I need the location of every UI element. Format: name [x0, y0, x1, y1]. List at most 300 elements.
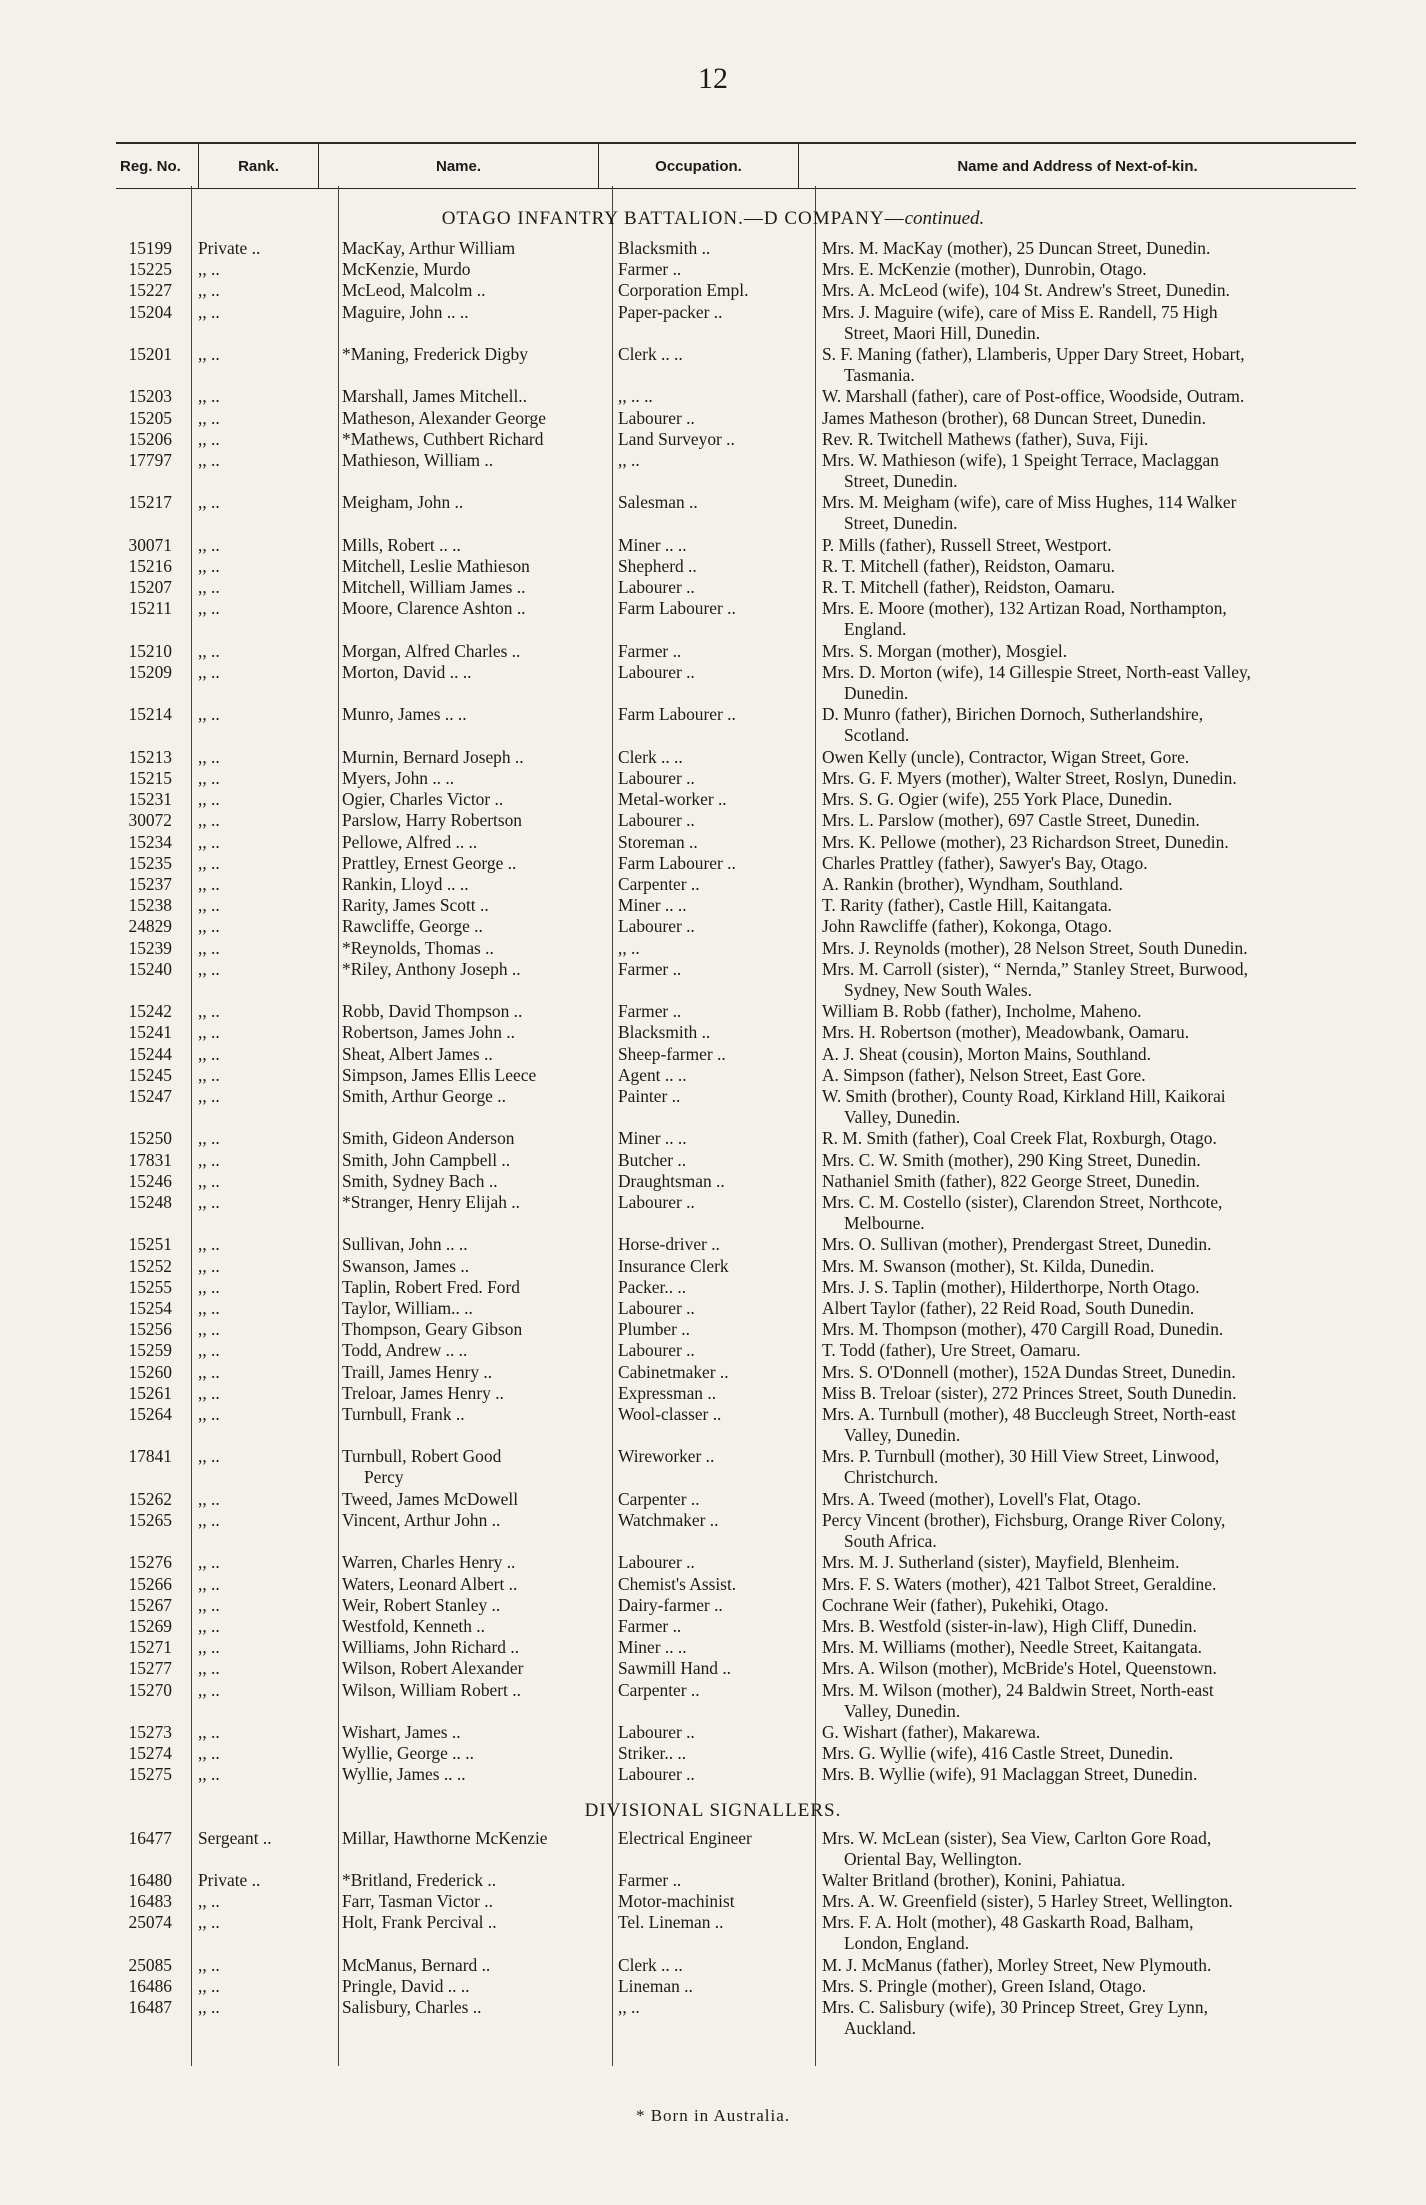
- reg-no: 16477: [128, 1827, 172, 1848]
- soldier-name-line: Meigham, John ..: [342, 492, 464, 513]
- next-of-kin-line: Mrs. W. Mathieson (wife), 1 Speight Terrace, Maclaggan: [822, 450, 1219, 470]
- next-of-kin: [822, 598, 1390, 640]
- reg-no: 15207: [128, 577, 172, 598]
- next-of-kin-line: Mrs. M. Wilson (mother), 24 Baldwin Street, North-east: [822, 1679, 1214, 1700]
- soldier-name-line: Taplin, Robert Fred. Ford: [342, 1276, 520, 1297]
- table-row: [0, 280, 1426, 301]
- table-row: [0, 1171, 1426, 1192]
- occupation: ,, ..: [618, 937, 640, 958]
- next-of-kin: [822, 1764, 1390, 1785]
- next-of-kin-line: Mrs. B. Westfold (sister-in-law), High Cliff, Dunedin.: [822, 1616, 1197, 1636]
- table-row: [0, 662, 1426, 704]
- reg-no: 15259: [128, 1340, 172, 1361]
- table-row: [0, 1234, 1426, 1255]
- reg-no: 15261: [128, 1382, 172, 1403]
- occupation: Farm Labourer ..: [618, 598, 736, 619]
- occupation: Horse-driver ..: [618, 1234, 720, 1255]
- occupation: Lineman ..: [618, 1975, 693, 1996]
- soldier-name: [342, 238, 607, 259]
- table-row: [0, 1256, 1426, 1277]
- section-title-otago-infantry: [0, 208, 1426, 230]
- soldier-name-line: Pringle, David .. ..: [342, 1975, 470, 1996]
- occupation: Carpenter ..: [618, 1488, 700, 1509]
- next-of-kin: [822, 1086, 1390, 1128]
- soldier-name: [342, 1171, 607, 1192]
- table-row: [0, 577, 1426, 598]
- next-of-kin-line: Mrs. C. Salisbury (wife), 30 Princep Street, Grey Lynn,: [822, 1997, 1208, 2018]
- occupation: Farmer ..: [618, 1001, 682, 1022]
- next-of-kin-line: A. Simpson (father), Nelson Street, East Gore.: [822, 1064, 1146, 1085]
- rank: ,, ..: [198, 1001, 220, 1022]
- soldier-name: [342, 535, 607, 556]
- soldier-name-line: Myers, John .. ..: [342, 768, 455, 788]
- next-of-kin: [822, 832, 1390, 853]
- soldier-name: [342, 1574, 607, 1595]
- occupation: Labourer ..: [618, 662, 695, 682]
- reg-no: 15199: [128, 238, 172, 258]
- next-of-kin: [822, 1976, 1390, 1997]
- rank: ,, ..: [198, 1064, 220, 1085]
- soldier-name-line: Sullivan, John .. ..: [342, 1234, 468, 1255]
- soldier-name-line: Westfold, Kenneth ..: [342, 1616, 486, 1636]
- next-of-kin-line: Mrs. J. Reynolds (mother), 28 Nelson Street, South Dunedin.: [822, 937, 1248, 958]
- next-of-kin: [822, 302, 1390, 344]
- next-of-kin-line: W. Smith (brother), County Road, Kirkland Hill, Kaikorai: [822, 1086, 1226, 1106]
- reg-no: 15269: [128, 1616, 172, 1636]
- table-row: [0, 768, 1426, 789]
- table-row: [0, 1997, 1426, 2039]
- rank: ,, ..: [198, 1658, 220, 1679]
- rank: ,, ..: [198, 937, 220, 958]
- reg-no: 15203: [128, 386, 172, 407]
- next-of-kin: [822, 1658, 1390, 1679]
- rank: ,, ..: [198, 1276, 220, 1297]
- rank: ,, ..: [198, 1340, 220, 1361]
- table-row: [0, 535, 1426, 556]
- next-of-kin: [822, 450, 1390, 492]
- soldier-name-line: *Mathews, Cuthbert Richard: [342, 428, 544, 449]
- next-of-kin: [822, 577, 1390, 598]
- rank: ,, ..: [198, 1637, 220, 1658]
- rank: ,, ..: [198, 534, 220, 555]
- soldier-name: [342, 1955, 607, 1976]
- soldier-name: [342, 408, 607, 429]
- soldier-name-line: *Britland, Frederick ..: [342, 1869, 497, 1890]
- soldier-name-line: Warren, Charles Henry ..: [342, 1552, 516, 1573]
- next-of-kin-line: Mrs. S. G. Ogier (wife), 255 York Place, Dunedin.: [822, 789, 1173, 810]
- next-of-kin: [822, 1722, 1390, 1743]
- rank: ,, ..: [198, 831, 220, 852]
- occupation: Labourer ..: [618, 1552, 695, 1573]
- table-row: [0, 1340, 1426, 1361]
- reg-no: 15252: [128, 1255, 172, 1276]
- next-of-kin: [822, 874, 1390, 895]
- soldier-name: [342, 1404, 607, 1425]
- soldier-name-line: Turnbull, Frank ..: [342, 1404, 465, 1424]
- next-of-kin: [822, 853, 1390, 874]
- reg-no: 15275: [128, 1764, 172, 1785]
- occupation: Corporation Empl.: [618, 280, 749, 301]
- next-of-kin-line: Mrs. O. Sullivan (mother), Prendergast Street, Dunedin.: [822, 1234, 1212, 1255]
- rank: ,, ..: [198, 1679, 220, 1700]
- rank: ,, ..: [198, 1361, 220, 1382]
- reg-no: 15256: [128, 1319, 172, 1340]
- soldier-name: [342, 1595, 607, 1616]
- occupation: Wireworker ..: [618, 1446, 715, 1467]
- soldier-name-line: Traill, James Henry ..: [342, 1361, 493, 1382]
- next-of-kin-line: Melbourne.: [844, 1213, 925, 1233]
- occupation: Farmer ..: [618, 1869, 682, 1890]
- header-next-of-kin: Name and Address of Next-of-kin.: [798, 144, 1356, 188]
- rank: ,, ..: [198, 1086, 220, 1106]
- next-of-kin-line: Mrs. S. Pringle (mother), Green Island, Otago.: [822, 1975, 1147, 1996]
- next-of-kin-line: Mrs. S. O'Donnell (mother), 152A Dundas Street, Dunedin.: [822, 1361, 1236, 1382]
- reg-no: 15277: [128, 1658, 172, 1679]
- rank: ,, ..: [198, 1510, 220, 1530]
- next-of-kin: [822, 789, 1390, 810]
- reg-no: 17841: [128, 1446, 172, 1467]
- table-row: [0, 450, 1426, 492]
- reg-no: 15234: [128, 831, 172, 852]
- next-of-kin-line: Mrs. H. Robertson (mother), Meadowbank, Oamaru.: [822, 1022, 1190, 1043]
- reg-no: 15271: [128, 1637, 172, 1658]
- next-of-kin-line: W. Marshall (father), care of Post-office, Woodside, Outram.: [822, 386, 1245, 407]
- soldier-name: [342, 1446, 607, 1488]
- soldier-name: [342, 789, 607, 810]
- table-row: [0, 344, 1426, 386]
- next-of-kin: [822, 768, 1390, 789]
- soldier-name-line: Parslow, Harry Robertson: [342, 810, 522, 831]
- page-number: 12: [698, 62, 728, 95]
- occupation: Watchmaker ..: [618, 1510, 719, 1530]
- reg-no: 15211: [129, 598, 172, 619]
- table-header: [116, 142, 1356, 189]
- reg-no: 15231: [128, 789, 172, 810]
- rank: ,, ..: [198, 1573, 220, 1594]
- soldier-name-line: Mitchell, Leslie Mathieson: [342, 556, 530, 576]
- next-of-kin: [822, 1912, 1390, 1954]
- soldier-name: [342, 1022, 607, 1043]
- next-of-kin: [822, 662, 1390, 704]
- occupation: Labourer ..: [618, 1340, 695, 1361]
- reg-no: 15247: [128, 1086, 172, 1106]
- soldier-name-line: Weir, Robert Stanley ..: [342, 1594, 501, 1615]
- rank: Private ..: [198, 238, 261, 258]
- next-of-kin: [822, 556, 1390, 577]
- next-of-kin: [822, 492, 1390, 534]
- soldier-name: [342, 768, 607, 789]
- next-of-kin-line: Sydney, New South Wales.: [844, 979, 1032, 1000]
- next-of-kin: [822, 895, 1390, 916]
- table-row: [0, 1192, 1426, 1234]
- soldier-name: [342, 1828, 607, 1849]
- soldier-name: [342, 1510, 607, 1531]
- soldier-name: [342, 598, 607, 619]
- next-of-kin-line: Walter Britland (brother), Konini, Pahiatua.: [822, 1869, 1126, 1890]
- next-of-kin: [822, 1065, 1390, 1086]
- reg-no: 30071: [128, 534, 172, 555]
- rank: ,, ..: [198, 301, 220, 322]
- soldier-name-line: Mills, Robert .. ..: [342, 534, 461, 555]
- soldier-name-line: Mitchell, William James ..: [342, 577, 526, 598]
- next-of-kin: [822, 641, 1390, 662]
- soldier-name-line: Swanson, James ..: [342, 1255, 470, 1276]
- next-of-kin: [822, 1022, 1390, 1043]
- rank: ,, ..: [198, 789, 220, 810]
- soldier-name: [342, 1489, 607, 1510]
- occupation: Labourer ..: [618, 1722, 695, 1742]
- next-of-kin-line: G. Wishart (father), Makarewa.: [822, 1722, 1041, 1742]
- rank: ,, ..: [198, 704, 220, 725]
- reg-no: 15227: [128, 280, 172, 301]
- soldier-name: [342, 1764, 607, 1785]
- reg-no: 16486: [128, 1975, 172, 1996]
- next-of-kin-line: M. J. McManus (father), Morley Street, New Plymouth.: [822, 1954, 1212, 1975]
- occupation: Blacksmith ..: [618, 238, 711, 258]
- table-row: [0, 641, 1426, 662]
- soldier-name: [342, 1722, 607, 1743]
- table-row: [0, 1001, 1426, 1022]
- occupation: Chemist's Assist.: [618, 1573, 737, 1594]
- occupation: Labourer ..: [618, 810, 695, 831]
- table-row: [0, 1616, 1426, 1637]
- reg-no: 15235: [128, 852, 172, 873]
- next-of-kin-line: Mrs. J. S. Taplin (mother), Hilderthorpe, North Otago.: [822, 1276, 1200, 1297]
- reg-no: 15239: [128, 937, 172, 958]
- soldier-name-line: *Stranger, Henry Elijah ..: [342, 1192, 520, 1212]
- table-row: [0, 1128, 1426, 1149]
- table-row: [0, 1510, 1426, 1552]
- next-of-kin: [822, 1595, 1390, 1616]
- soldier-name-line: Holt, Frank Percival ..: [342, 1912, 497, 1933]
- next-of-kin-line: Mrs. F. A. Holt (mother), 48 Gaskarth Road, Balham,: [822, 1912, 1194, 1933]
- rank: ,, ..: [198, 1192, 220, 1212]
- soldier-name-line: Percy: [364, 1467, 404, 1488]
- soldier-name-line: Salisbury, Charles ..: [342, 1997, 482, 2018]
- occupation: Farmer ..: [618, 1616, 682, 1636]
- reg-no: 15241: [128, 1022, 172, 1043]
- rank: Sergeant ..: [198, 1827, 272, 1848]
- rank: ,, ..: [198, 1488, 220, 1509]
- next-of-kin: [822, 1044, 1390, 1065]
- rank: ,, ..: [198, 1446, 220, 1467]
- table-row: [0, 1595, 1426, 1616]
- table-row: [0, 1743, 1426, 1764]
- reg-no: 15201: [128, 344, 172, 364]
- occupation: Miner .. ..: [618, 534, 687, 555]
- next-of-kin: [822, 916, 1390, 937]
- table-row: [0, 1828, 1426, 1870]
- reg-no: 15246: [128, 1170, 172, 1191]
- soldier-name: [342, 1086, 607, 1107]
- rank: ,, ..: [198, 1764, 220, 1785]
- next-of-kin-line: P. Mills (father), Russell Street, Westport.: [822, 534, 1112, 555]
- next-of-kin-line: Mrs. P. Turnbull (mother), 30 Hill View Street, Linwood,: [822, 1446, 1220, 1467]
- next-of-kin: [822, 1383, 1390, 1404]
- soldier-name-line: Tweed, James McDowell: [342, 1488, 519, 1509]
- rank: ,, ..: [198, 577, 220, 598]
- rank: ,, ..: [198, 1997, 220, 2018]
- table-row: [0, 704, 1426, 746]
- reg-no: 25085: [128, 1954, 172, 1975]
- header-rank: Rank.: [198, 144, 318, 188]
- next-of-kin-line: Dunedin.: [844, 683, 909, 703]
- soldier-name: [342, 556, 607, 577]
- occupation: Plumber ..: [618, 1319, 690, 1340]
- table-row: [0, 853, 1426, 874]
- next-of-kin-line: Mrs. M. Thompson (mother), 470 Cargill Road, Dunedin.: [822, 1319, 1224, 1340]
- next-of-kin: [822, 1234, 1390, 1255]
- rank: ,, ..: [198, 598, 220, 619]
- soldier-name: [342, 874, 607, 895]
- reg-no: 15273: [128, 1722, 172, 1742]
- table-row: [0, 1764, 1426, 1785]
- next-of-kin: [822, 1891, 1390, 1912]
- rank: ,, ..: [198, 768, 220, 788]
- next-of-kin: [822, 1150, 1390, 1171]
- soldier-name: [342, 1912, 607, 1933]
- occupation: ,, .. ..: [618, 386, 653, 407]
- next-of-kin-line: Mrs. B. Wyllie (wife), 91 Maclaggan Street, Dunedin.: [822, 1764, 1198, 1785]
- reg-no: 15215: [128, 768, 172, 788]
- next-of-kin-line: S. F. Maning (father), Llamberis, Upper Dary Street, Hobart,: [822, 344, 1245, 364]
- next-of-kin-line: Oriental Bay, Wellington.: [844, 1848, 1022, 1869]
- next-of-kin: [822, 1446, 1390, 1488]
- reg-no: 15266: [128, 1573, 172, 1594]
- soldier-name: [342, 344, 607, 365]
- next-of-kin-line: T. Rarity (father), Castle Hill, Kaitangata.: [822, 895, 1112, 916]
- next-of-kin-line: Percy Vincent (brother), Fichsburg, Orange River Colony,: [822, 1510, 1226, 1530]
- occupation: Painter ..: [618, 1086, 681, 1106]
- rank: ,, ..: [198, 1234, 220, 1255]
- soldier-name: [342, 1340, 607, 1361]
- soldier-name: [342, 1743, 607, 1764]
- occupation: Miner .. ..: [618, 895, 687, 916]
- table-row: [0, 1912, 1426, 1954]
- occupation: Labourer ..: [618, 916, 695, 937]
- soldier-name: [342, 1680, 607, 1701]
- table-row: [0, 1976, 1426, 1997]
- occupation: Farm Labourer ..: [618, 704, 736, 725]
- rank: ,, ..: [198, 407, 220, 428]
- next-of-kin: [822, 1828, 1390, 1870]
- soldier-name: [342, 302, 607, 323]
- soldier-name: [342, 1362, 607, 1383]
- soldier-name: [342, 1383, 607, 1404]
- occupation: Storeman ..: [618, 831, 698, 852]
- rank: ,, ..: [198, 810, 220, 831]
- occupation: Striker.. ..: [618, 1743, 687, 1764]
- soldier-name-line: Robertson, James John ..: [342, 1022, 515, 1043]
- next-of-kin-line: Mrs. M. MacKay (mother), 25 Duncan Street, Dunedin.: [822, 238, 1211, 258]
- table-row: [0, 598, 1426, 640]
- next-of-kin-line: R. T. Mitchell (father), Reidston, Oamaru.: [822, 577, 1115, 598]
- next-of-kin-line: Mrs. G. Wyllie (wife), 416 Castle Street, Dunedin.: [822, 1743, 1174, 1764]
- occupation: Labourer ..: [618, 1192, 695, 1212]
- next-of-kin-line: Mrs. C. W. Smith (mother), 290 King Street, Dunedin.: [822, 1149, 1201, 1170]
- reg-no: 15270: [128, 1679, 172, 1700]
- soldier-name: [342, 492, 607, 513]
- soldier-name: [342, 1870, 607, 1891]
- reg-no: 15264: [128, 1404, 172, 1424]
- next-of-kin-line: R. T. Mitchell (father), Reidston, Oamaru.: [822, 556, 1115, 576]
- soldier-name-line: Turnbull, Robert Good: [342, 1446, 502, 1467]
- table-row: [0, 1150, 1426, 1171]
- rank: ,, ..: [198, 1404, 220, 1424]
- table-row: [0, 1955, 1426, 1976]
- reg-no: 15205: [128, 407, 172, 428]
- table-row: [0, 1065, 1426, 1086]
- rank: ,, ..: [198, 1043, 220, 1064]
- rank: ,, ..: [198, 1255, 220, 1276]
- next-of-kin-line: D. Munro (father), Birichen Dornoch, Sutherlandshire,: [822, 704, 1204, 725]
- occupation: Cabinetmaker ..: [618, 1361, 729, 1382]
- next-of-kin: [822, 1362, 1390, 1383]
- rank: ,, ..: [198, 1743, 220, 1764]
- soldier-name: [342, 641, 607, 662]
- table-row: [0, 1658, 1426, 1679]
- rank: ,, ..: [198, 386, 220, 407]
- soldier-name: [342, 1044, 607, 1065]
- reg-no: 24829: [128, 916, 172, 937]
- soldier-name-line: Farr, Tasman Victor ..: [342, 1891, 493, 1912]
- soldier-name-line: *Maning, Frederick Digby: [342, 344, 528, 364]
- soldier-name-line: Munro, James .. ..: [342, 704, 467, 725]
- table-row: [0, 1362, 1426, 1383]
- soldier-name: [342, 895, 607, 916]
- soldier-name: [342, 938, 607, 959]
- soldier-name-line: Smith, John Campbell ..: [342, 1149, 511, 1170]
- next-of-kin-line: Mrs. A. Wilson (mother), McBride's Hotel, Queenstown.: [822, 1658, 1217, 1679]
- table-row: [0, 1722, 1426, 1743]
- occupation: Paper-packer ..: [618, 301, 723, 322]
- reg-no: 15254: [128, 1298, 172, 1318]
- soldier-name: [342, 1065, 607, 1086]
- occupation: Farm Labourer ..: [618, 852, 736, 873]
- next-of-kin-line: Mrs. M. Williams (mother), Needle Street, Kaitangata.: [822, 1637, 1203, 1658]
- section-title-divisional-signallers: DIVISIONAL SIGNALLERS.: [584, 1799, 842, 1821]
- table-row: [0, 832, 1426, 853]
- soldier-name: [342, 1192, 607, 1213]
- soldier-name: [342, 853, 607, 874]
- soldier-name-line: Wilson, Robert Alexander: [342, 1658, 524, 1679]
- next-of-kin-line: Mrs. G. F. Myers (mother), Walter Street, Roslyn, Dunedin.: [822, 768, 1237, 788]
- soldier-name-line: Murnin, Bernard Joseph ..: [342, 746, 524, 767]
- rank: ,, ..: [198, 874, 220, 894]
- soldier-name: [342, 916, 607, 937]
- soldier-name-line: Morton, David .. ..: [342, 662, 472, 682]
- soldier-name: [342, 1256, 607, 1277]
- occupation: Farmer ..: [618, 640, 682, 661]
- soldier-name-line: *Riley, Anthony Joseph ..: [342, 958, 521, 979]
- table-row: [0, 1489, 1426, 1510]
- next-of-kin-line: Auckland.: [844, 2018, 916, 2039]
- next-of-kin: [822, 259, 1390, 280]
- reg-no: 16487: [128, 1997, 172, 2018]
- table-row: [0, 1022, 1426, 1043]
- soldier-name: [342, 577, 607, 598]
- next-of-kin-line: Street, Dunedin.: [844, 513, 958, 534]
- next-of-kin: [822, 1997, 1390, 2039]
- soldier-name-line: Moore, Clarence Ashton ..: [342, 598, 526, 619]
- next-of-kin-line: Tasmania.: [844, 365, 915, 385]
- next-of-kin: [822, 1870, 1390, 1891]
- occupation: Blacksmith ..: [618, 1022, 711, 1043]
- occupation: Salesman ..: [618, 492, 698, 513]
- occupation: Miner .. ..: [618, 1637, 687, 1658]
- rank: ,, ..: [198, 1319, 220, 1340]
- reg-no: 17831: [128, 1149, 172, 1170]
